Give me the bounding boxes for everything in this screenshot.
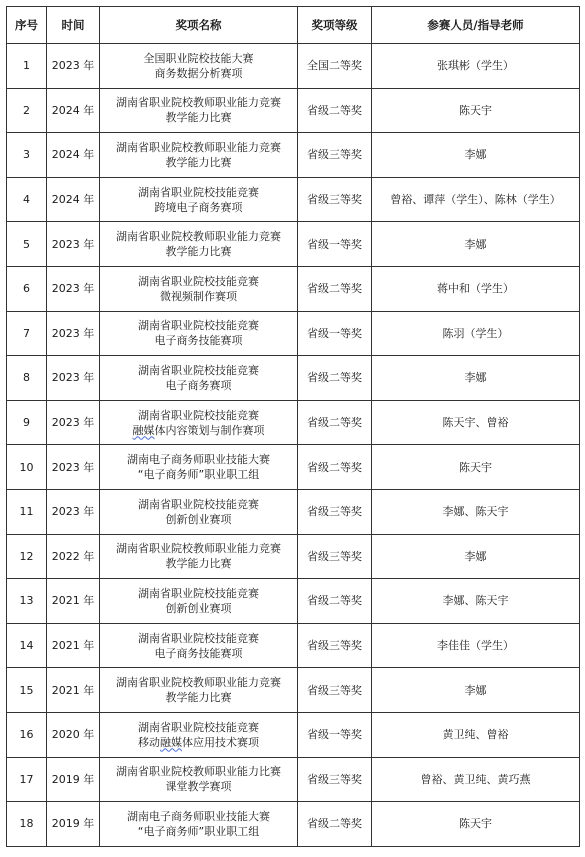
row-award-level: 省级三等奖 — [298, 133, 372, 178]
header-award-name: 奖项名称 — [100, 7, 298, 44]
row-participants: 蒋中和（学生） — [372, 266, 580, 311]
row-participants: 李佳佳（学生） — [372, 623, 580, 668]
row-number: 10 — [7, 445, 47, 490]
row-participants: 李娜 — [372, 222, 580, 267]
row-award-level: 省级一等奖 — [298, 222, 372, 267]
row-award-level: 省级三等奖 — [298, 757, 372, 802]
row-year: 2024 年 — [47, 133, 100, 178]
table-row — [7, 579, 580, 624]
award-name-line-2: 课堂教学赛项 — [165, 780, 232, 794]
row-award-name — [100, 44, 298, 89]
row-number: 8 — [7, 356, 47, 401]
row-participants: 李娜、陈天宇 — [372, 489, 580, 534]
award-name-line-2: 教学能力比赛 — [165, 691, 232, 705]
award-name-line-2: 电子商务技能赛项 — [154, 646, 243, 660]
row-award-name — [100, 133, 298, 178]
row-award-level: 省级三等奖 — [298, 177, 372, 222]
row-participants: 陈天宇 — [372, 802, 580, 847]
table-row — [7, 445, 580, 490]
row-award-level: 全国二等奖 — [298, 44, 372, 89]
row-year: 2024 年 — [47, 88, 100, 133]
row-award-name — [100, 400, 298, 445]
row-participants: 张琪彬（学生） — [372, 44, 580, 89]
row-participants: 曾裕、黄卫纯、黄巧燕 — [372, 757, 580, 802]
award-name-line-1: 湖南省职业院校教师职业能力竞赛 — [116, 230, 281, 244]
row-participants: 李娜 — [372, 668, 580, 713]
award-name-line-1: 湖南省职业院校技能竞赛 — [138, 319, 259, 333]
table-header-row — [7, 7, 580, 44]
row-year: 2019 年 — [47, 802, 100, 847]
row-participants: 李娜、陈天宇 — [372, 579, 580, 624]
award-name-line-1: 湖南省职业院校技能竞赛 — [138, 720, 259, 734]
row-award-level: 省级三等奖 — [298, 668, 372, 713]
row-award-level: 省级二等奖 — [298, 445, 372, 490]
row-award-level: 省级三等奖 — [298, 623, 372, 668]
row-award-level: 省级三等奖 — [298, 489, 372, 534]
award-name-line-1: 湖南电子商务师职业技能大赛 — [127, 453, 270, 467]
award-name-line-1: 湖南省职业院校技能竞赛 — [138, 497, 259, 511]
award-name-line-1: 湖南省职业院校教师职业能力竞赛 — [116, 96, 281, 110]
row-year: 2023 年 — [47, 489, 100, 534]
row-number: 9 — [7, 400, 47, 445]
award-name-line-2: “电子商务师”职业职工组 — [137, 468, 260, 482]
table-row — [7, 802, 580, 847]
row-number: 12 — [7, 534, 47, 579]
row-award-level: 省级二等奖 — [298, 400, 372, 445]
row-award-name — [100, 802, 298, 847]
award-name-line-1: 湖南省职业院校技能竞赛 — [138, 586, 259, 600]
row-award-name — [100, 534, 298, 579]
award-name-line-2: 微视频制作赛项 — [160, 289, 237, 303]
row-year: 2023 年 — [47, 44, 100, 89]
table-row — [7, 534, 580, 579]
row-number: 17 — [7, 757, 47, 802]
row-year: 2021 年 — [47, 579, 100, 624]
row-number: 6 — [7, 266, 47, 311]
award-name-line-2: “电子商务师”职业职工组 — [137, 824, 260, 838]
row-number: 14 — [7, 623, 47, 668]
row-number: 1 — [7, 44, 47, 89]
row-award-level: 省级三等奖 — [298, 534, 372, 579]
table-row — [7, 400, 580, 445]
award-name-line-1: 湖南省职业院校教师职业能力竞赛 — [116, 140, 281, 154]
award-name-line-2: 电子商务技能赛项 — [154, 334, 243, 348]
award-name-line-2: 创新创业赛项 — [165, 512, 232, 526]
row-number: 7 — [7, 311, 47, 356]
row-award-name — [100, 177, 298, 222]
row-year: 2020 年 — [47, 712, 100, 757]
award-name-line-2: 教学能力比赛 — [165, 111, 232, 125]
award-name-line-1: 湖南省职业院校技能竞赛 — [138, 363, 259, 377]
award-name-line-1: 全国职业院校技能大赛 — [143, 51, 254, 65]
table-row — [7, 668, 580, 713]
row-award-name — [100, 222, 298, 267]
table-row — [7, 88, 580, 133]
row-year: 2023 年 — [47, 266, 100, 311]
row-year: 2019 年 — [47, 757, 100, 802]
row-participants: 陈天宇 — [372, 88, 580, 133]
award-name-line-2: 教学能力比赛 — [165, 245, 232, 259]
award-name-line-1: 湖南省职业院校教师职业能力竞赛 — [116, 542, 281, 556]
table-row — [7, 311, 580, 356]
row-award-level: 省级二等奖 — [298, 356, 372, 401]
table-row — [7, 356, 580, 401]
award-name-line-2: 电子商务赛项 — [165, 378, 232, 392]
row-year: 2023 年 — [47, 356, 100, 401]
header-award-level: 奖项等级 — [298, 7, 372, 44]
row-number: 2 — [7, 88, 47, 133]
row-year: 2022 年 — [47, 534, 100, 579]
row-award-name — [100, 489, 298, 534]
award-name-line-1: 湖南省职业院校技能竞赛 — [138, 185, 259, 199]
row-award-name — [100, 445, 298, 490]
award-name-line-2: 跨境电子商务赛项 — [154, 200, 243, 214]
row-participants: 陈羽（学生） — [372, 311, 580, 356]
table-row — [7, 222, 580, 267]
row-award-name — [100, 266, 298, 311]
row-participants: 李娜 — [372, 133, 580, 178]
row-number: 5 — [7, 222, 47, 267]
row-award-name — [100, 623, 298, 668]
row-year: 2021 年 — [47, 623, 100, 668]
row-year: 2023 年 — [47, 445, 100, 490]
row-award-name — [100, 579, 298, 624]
header-number: 序号 — [7, 7, 47, 44]
row-number: 11 — [7, 489, 47, 534]
row-number: 15 — [7, 668, 47, 713]
table-row — [7, 266, 580, 311]
row-year: 2024 年 — [47, 177, 100, 222]
table-row — [7, 757, 580, 802]
award-name-line-1: 湖南省职业院校教师职业能力竞赛 — [116, 676, 281, 690]
row-participants: 李娜 — [372, 356, 580, 401]
row-participants: 陈天宇 — [372, 445, 580, 490]
row-award-name — [100, 712, 298, 757]
awards-table — [6, 6, 580, 847]
row-number: 13 — [7, 579, 47, 624]
table-row — [7, 177, 580, 222]
row-year: 2023 年 — [47, 311, 100, 356]
award-name-line-2: 创新创业赛项 — [165, 601, 232, 615]
row-year: 2023 年 — [47, 400, 100, 445]
table-row — [7, 712, 580, 757]
row-participants: 陈天宇、曾裕 — [372, 400, 580, 445]
award-name-line-2: 教学能力比赛 — [165, 155, 232, 169]
row-participants: 曾裕、谭萍（学生）、陈林（学生） — [372, 177, 580, 222]
row-number: 18 — [7, 802, 47, 847]
header-participants: 参赛人员/指导老师 — [372, 7, 580, 44]
header-year: 时间 — [47, 7, 100, 44]
row-participants: 黄卫纯、曾裕 — [372, 712, 580, 757]
row-award-name — [100, 757, 298, 802]
row-number: 16 — [7, 712, 47, 757]
award-name-line-1: 湖南省职业院校技能竞赛 — [138, 631, 259, 645]
row-year: 2021 年 — [47, 668, 100, 713]
row-award-name — [100, 311, 298, 356]
award-name-line-2: 移动融媒体应用技术赛项 — [138, 735, 259, 749]
row-award-level: 省级二等奖 — [298, 579, 372, 624]
row-award-level: 省级一等奖 — [298, 311, 372, 356]
table-row — [7, 489, 580, 534]
table-body — [7, 44, 580, 847]
row-award-level: 省级二等奖 — [298, 266, 372, 311]
row-number: 3 — [7, 133, 47, 178]
award-name-line-1: 湖南电子商务师职业技能大赛 — [127, 809, 270, 823]
award-name-line-2: 融媒体内容策划与制作赛项 — [132, 423, 265, 437]
spellcheck-mark: 融媒 — [132, 423, 155, 437]
award-name-line-1: 湖南省职业院校技能竞赛 — [138, 274, 259, 288]
row-award-level: 省级一等奖 — [298, 712, 372, 757]
row-award-level: 省级二等奖 — [298, 88, 372, 133]
table-row — [7, 133, 580, 178]
row-award-name — [100, 88, 298, 133]
table-row — [7, 623, 580, 668]
spellcheck-mark: 融媒 — [160, 735, 182, 749]
table-row — [7, 44, 580, 89]
award-name-line-1: 湖南省职业院校教师职业能力比赛 — [116, 765, 281, 779]
award-name-line-2: 教学能力比赛 — [165, 557, 232, 571]
award-name-line-2: 商务数据分析赛项 — [154, 66, 243, 80]
row-number: 4 — [7, 177, 47, 222]
row-award-name — [100, 668, 298, 713]
row-participants: 李娜 — [372, 534, 580, 579]
award-name-line-1: 湖南省职业院校技能竞赛 — [138, 408, 259, 422]
row-award-name — [100, 356, 298, 401]
row-year: 2023 年 — [47, 222, 100, 267]
row-award-level: 省级二等奖 — [298, 802, 372, 847]
